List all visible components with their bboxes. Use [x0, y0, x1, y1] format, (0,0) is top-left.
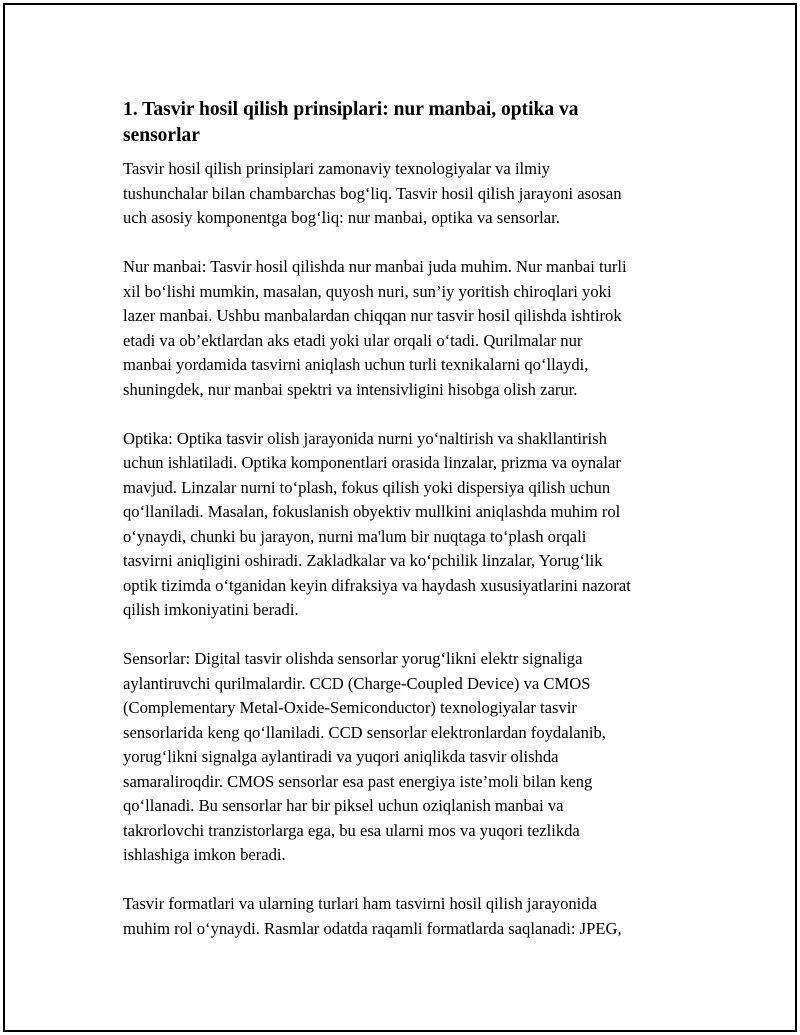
- paragraph-optics: Optika: Optika tasvir olish jarayonida nurni yo‘naltirish va shakllantirish uchun ishlatiladi. Optika komponentlari orasida linzalar, prizma va oynalar mavjud. Linzalar nurni to‘plash, fokus qilish yoki dispersiya qilish uchun qo‘llaniladi. Masalan, fokuslanish obyektiv mullkini aniqlashda muhim rol o‘ynaydi, chunki bu jarayon, nurni ma'lum bir nuqtaga to‘plash orqali tasvirni aniqligini oshiradi. Zakladkalar va ko‘pchilik linzalar, Yorug‘lik optik tizimda o‘tganidan keyin difraksiya va haydash xususiyatlarini nazorat qilish imkoniyatini beradi.: [123, 428, 631, 619]
- section-heading: 1. Tasvir hosil qilish prinsiplari: nur manbai, optika va sensorlar: [123, 99, 579, 146]
- paragraph-formats: Tasvir formatlari va ularning turlari ham tasvirni hosil qilish jarayonida muhim rol o‘ynaydi. Rasmlar odatda raqamli formatlarda saqlanadi: JPEG,: [123, 894, 622, 938]
- paragraph-intro: Tasvir hosil qilish prinsiplari zamonaviy texnologiyalar va ilmiy tushunchalar bilan chambarchas bog‘liq. Tasvir hosil qilish jarayoni asosan uch asosiy komponentga bog‘liq: nur manbai, optika va sensorlar.: [123, 159, 622, 227]
- page-frame: [3, 3, 797, 1032]
- paragraph-light-source: Nur manbai: Tasvir hosil qilishda nur manbai juda muhim. Nur manbai turli xil bo‘lishi mumkin, masalan, quyosh nuri, sun’iy yoritish chiroqlari yoki lazer manbai. Ushbu manbalardan chiqqan nur tasvir hosil qilishda ishtirok etadi va ob’ektlardan aks etadi yoki ular orqali o‘tadi. Qurilmalar nur manbai yordamida tasvirni aniqlash uchun turli texnikalarni qo‘llaydi, shuningdek, nur manbai spektri va intensivligini hisobga olish zarur.: [123, 257, 627, 399]
- paragraph-sensors: Sensorlar: Digital tasvir olishda sensorlar yorug‘likni elektr signaliga aylantiruvchi qurilmalardir. CCD (Charge-Coupled Device) va CMOS (Complementary Metal-Oxide-Semiconductor) texnologiyalar tasvir sensorlarida keng qo‘llaniladi. CCD sensorlar elektronlardan foydalanib, yorug‘likni signalga aylantiradi va yuqori aniqlikda tasvir olishda samaraliroqdir. CMOS sensorlar esa past energiya iste’moli bilan keng qo‘llanadi. Bu sensorlar har bir piksel uchun oziqlanish manbai va takrorlovchi tranzistorlarga ega, bu esa ularni mos va yuqori tezlikda ishlashiga imkon beradi.: [123, 649, 606, 864]
- document-body: [123, 97, 693, 966]
